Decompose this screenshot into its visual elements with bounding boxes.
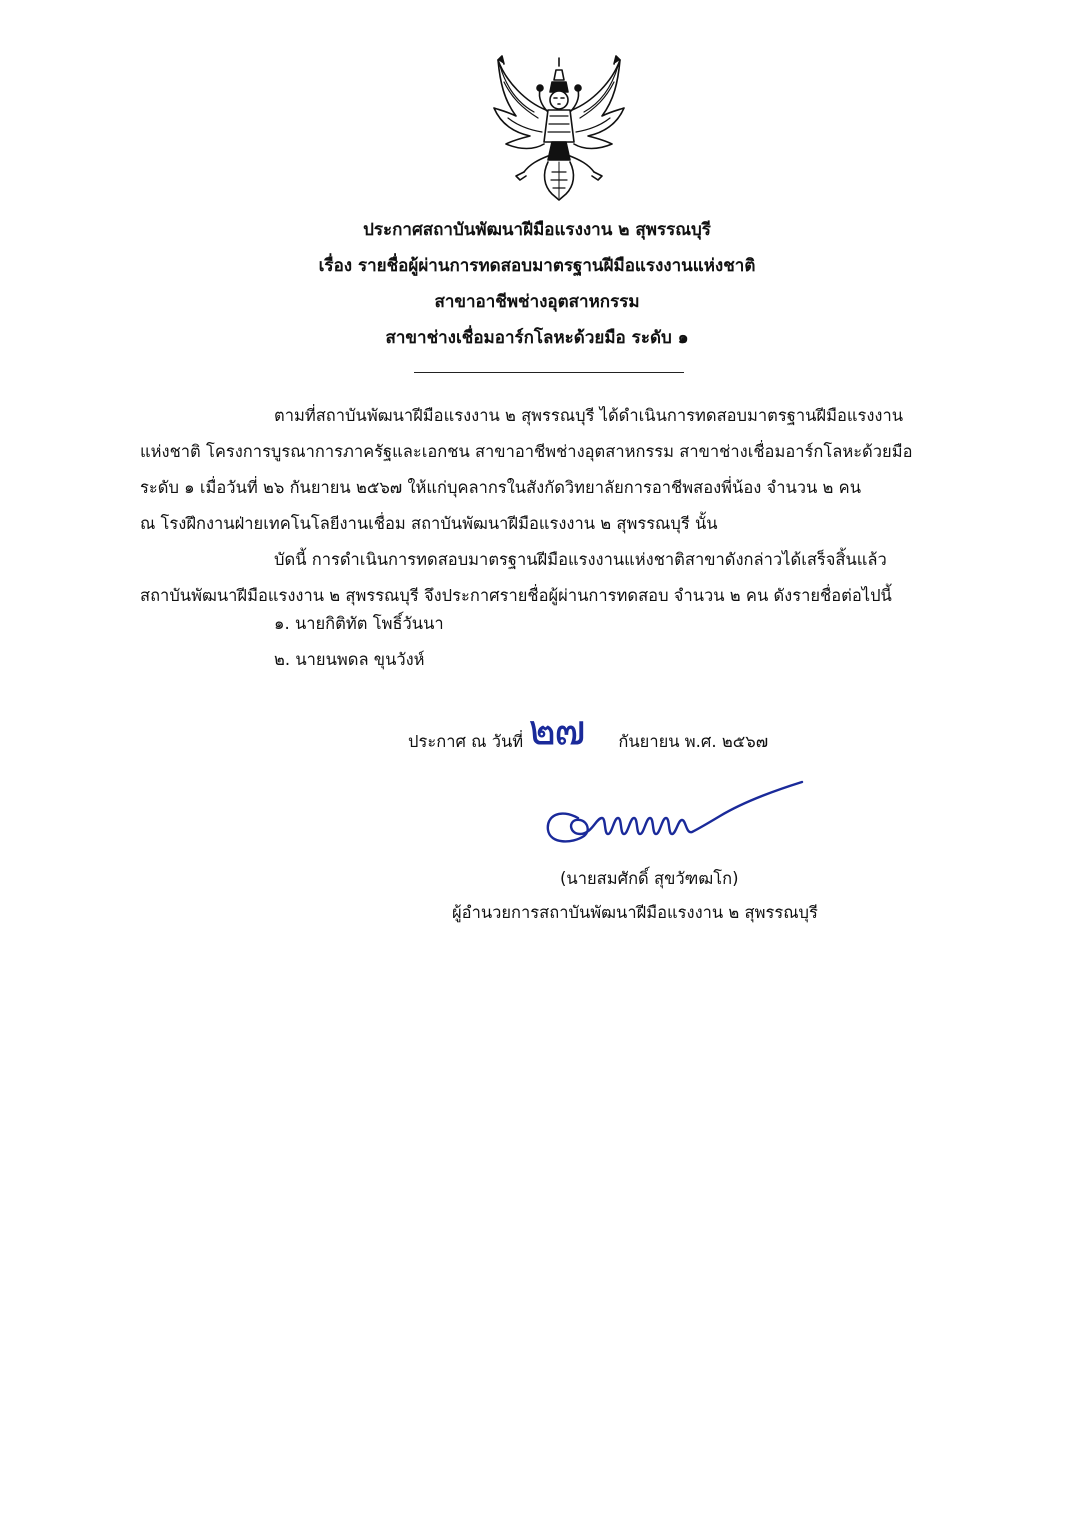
announcement-header [200, 212, 874, 356]
paragraph-intro [140, 398, 974, 542]
paragraph-line: ณ โรงฝึกงานฝ่ายเทคโนโลยีงานเชื่อม สถาบันพัฒนาฝีมือแรงงาน ๒ สุพรรณบุรี นั้น [140, 514, 718, 533]
paragraph-line: แห่งชาติ โครงการบูรณาการภาครัฐและเอกชน สาขาอาชีพช่างอุตสาหกรรม สาขาช่างเชื่อมอาร์กโลหะด้วยมือ [140, 442, 913, 461]
passed-candidate-2: ๒. นายนพดล ขุนวังห์ [274, 650, 425, 669]
date-suffix: กันยายน พ.ศ. ๒๕๖๗ [618, 732, 769, 751]
signatory-name: (นายสมศักดิ์ สุขวัฑฒโก) [560, 869, 739, 888]
paragraph-line: ตามที่สถาบันพัฒนาฝีมือแรงงาน ๒ สุพรรณบุรี ได้ดำเนินการทดสอบมาตรฐานฝีมือแรงงาน [274, 406, 904, 425]
handwritten-day-text: ๒๗ [528, 705, 584, 754]
passed-candidate-1: ๑. นายกิติทัต โพธิ์วันนา [274, 614, 444, 633]
date-prefix: ประกาศ ณ วันที่ [408, 732, 524, 751]
paragraph-line: บัดนี้ การดำเนินการทดสอบมาตรฐานฝีมือแรงงานแห่งชาติสาขาดังกล่าวได้เสร็จสิ้นแล้ว [274, 550, 887, 569]
signatory-title: ผู้อำนวยการสถาบันพัฒนาฝีมือแรงงาน ๒ สุพรรณบุรี [452, 903, 818, 922]
paragraph-line: ระดับ ๑ เมื่อวันที่ ๒๖ กันยายน ๒๕๖๗ ให้แก่บุคลากรในสังกัดวิทยาลัยการอาชีพสองพี่น้อง จำนวน ๒ คน [140, 478, 861, 497]
paragraph-announcement [140, 542, 974, 614]
header-occupation-field: สาขาอาชีพช่างอุตสาหกรรม [434, 292, 640, 312]
header-title: ประกาศสถาบันพัฒนาฝีมือแรงงาน ๒ สุพรรณบุรี [363, 220, 711, 240]
header-divider [414, 372, 684, 373]
signature-image [540, 778, 820, 868]
paragraph-line: สถาบันพัฒนาฝีมือแรงงาน ๒ สุพรรณบุรี จึงประกาศรายชื่อผู้ผ่านการทดสอบ จำนวน ๒ คน ดังรายชื่อต่อไปนี้ [140, 586, 892, 605]
garuda-emblem-icon [486, 52, 632, 204]
header-subject: เรื่อง รายชื่อผู้ผ่านการทดสอบมาตรฐานฝีมือแรงงานแห่งชาติ [318, 256, 756, 276]
handwritten-day [528, 705, 618, 760]
header-branch-level: สาขาช่างเชื่อมอาร์กโลหะด้วยมือ ระดับ ๑ [385, 328, 689, 348]
announcement-date [408, 705, 769, 760]
